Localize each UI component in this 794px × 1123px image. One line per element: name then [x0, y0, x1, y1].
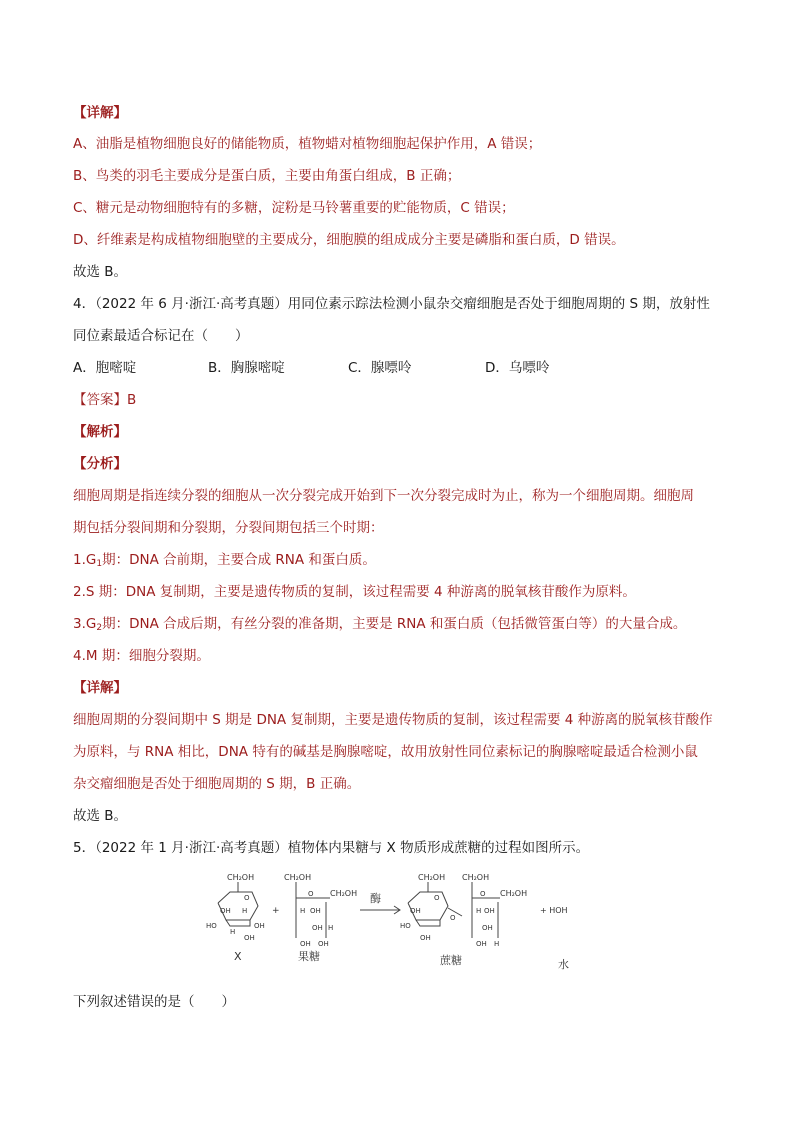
svg-text:OH: OH: [484, 907, 495, 915]
detail-line-d: D、纤维素是构成植物细胞壁的主要成分，细胞膜的组成成分主要是磷脂和蛋白质，D 错误。: [73, 232, 625, 248]
reaction-arrow: [360, 891, 400, 914]
svg-text:OH: OH: [300, 940, 311, 948]
svg-text:OH: OH: [420, 934, 431, 942]
svg-text:H: H: [242, 907, 248, 915]
svg-text:O: O: [244, 894, 250, 902]
svg-text:OH: OH: [318, 940, 329, 948]
svg-text:O: O: [450, 914, 456, 922]
plus-sign: +: [272, 906, 280, 916]
analysis-line-1: 细胞周期是指连续分裂的细胞从一次分裂完成开始到下一次分裂完成时为止，称为一个细胞周期。细胞周: [73, 488, 694, 504]
svg-text:OH: OH: [310, 907, 321, 915]
svg-text:OH: OH: [312, 924, 323, 932]
svg-text:OH: OH: [482, 924, 493, 932]
svg-text:CH₂OH: CH₂OH: [462, 873, 490, 882]
detail-line-a: A、油脂是植物细胞良好的储能物质，植物蜡对植物细胞起保护作用，A 错误；: [73, 136, 542, 152]
question-5-prompt: 下列叙述错误的是（ ）: [73, 994, 235, 1010]
svg-text:OH: OH: [244, 934, 255, 942]
phase-g1: $1.G_1$期：DNA 合前期，主要合成 RNA 和蛋白质。: [73, 552, 376, 569]
svg-text:CH₂OH: CH₂OH: [227, 873, 255, 882]
option-a: A．胞嘧啶: [73, 360, 137, 376]
svg-text:H: H: [230, 928, 236, 936]
svg-text:H: H: [300, 907, 306, 915]
analysis-sub-heading: 【分析】: [73, 456, 127, 472]
phase-s: 2.S 期：DNA 复制期，主要是遗传物质的复制，该过程需要 4 种游离的脱氧核苷酸作为原料。: [73, 584, 636, 600]
option-d: D．乌嘌呤: [485, 360, 550, 376]
svg-text:HO: HO: [400, 922, 411, 930]
phase-g2: $3.G_2$期：DNA 合成后期，有丝分裂的准备期，主要是 RNA 和蛋白质（包括微管蛋白等）的大量合成。: [73, 616, 687, 633]
svg-text:CH₂OH: CH₂OH: [284, 873, 312, 882]
svg-text:OH: OH: [254, 922, 265, 930]
option-b: B．胸腺嘧啶: [208, 360, 285, 376]
phase-m: 4.M 期：细胞分裂期。: [73, 648, 210, 664]
option-c: C．腺嘌呤: [348, 360, 412, 376]
label-x: X: [234, 950, 242, 963]
label-fructose: 果糖: [298, 950, 320, 963]
sucrose-structure: [400, 873, 527, 967]
analysis-line-2: 期包括分裂间期和分裂期，分裂间期包括三个时期：: [73, 520, 384, 536]
question-4-stem-line2: 同位素最适合标记在（ ）: [73, 328, 249, 344]
label-enzyme: 酶: [370, 892, 381, 905]
sucrose-synthesis-diagram: [200, 868, 600, 978]
question-5-stem: 5．（2022 年 1 月·浙江·高考真题）植物体内果糖与 X 物质形成蔗糖的过程如图所示。: [73, 840, 590, 856]
svg-text:OH: OH: [220, 907, 231, 915]
svg-text:CH₂OH: CH₂OH: [500, 889, 528, 898]
svg-text:H: H: [494, 940, 500, 948]
svg-text:CH₂OH: CH₂OH: [330, 889, 358, 898]
detail-line-b: B、鸟类的羽毛主要成分是蛋白质，主要由角蛋白组成，B 正确；: [73, 168, 461, 184]
choice-1: 故选 B。: [73, 264, 128, 280]
label-water: 水: [558, 958, 569, 971]
svg-text:O: O: [434, 894, 440, 902]
svg-text:OH: OH: [410, 907, 421, 915]
svg-text:HO: HO: [206, 922, 217, 930]
detail-2-line-3: 杂交瘤细胞是否处于细胞周期的 S 期，B 正确。: [73, 776, 361, 792]
svg-text:H: H: [328, 924, 334, 932]
detail-heading-2: 【详解】: [73, 680, 127, 696]
fructose-structure: [284, 873, 357, 963]
svg-text:O: O: [480, 890, 486, 898]
water-formula: + HOH: [540, 906, 568, 915]
analysis-heading: 【解析】: [73, 424, 127, 440]
question-4-stem-line1: 4．（2022 年 6 月·浙江·高考真题）用同位素示踪法检测小鼠杂交瘤细胞是否处于细胞周期的 S 期，放射性: [73, 296, 710, 312]
label-sucrose: 蔗糖: [440, 954, 462, 967]
svg-text:CH₂OH: CH₂OH: [418, 873, 446, 882]
glucose-structure: [206, 873, 265, 963]
detail-2-line-1: 细胞周期的分裂间期中 S 期是 DNA 复制期，主要是遗传物质的复制，该过程需要 4 种游离的脱氧核苷酸作: [73, 712, 713, 728]
svg-text:H: H: [476, 907, 482, 915]
detail-2-line-2: 为原料，与 RNA 相比，DNA 特有的碱基是胸腺嘧啶，故用放射性同位素标记的胸腺嘧啶最适合检测小鼠: [73, 744, 698, 760]
svg-text:OH: OH: [476, 940, 487, 948]
detail-heading-1: 【详解】: [73, 105, 127, 121]
answer-4: 【答案】B: [73, 392, 137, 408]
detail-line-c: C、糖元是动物细胞特有的多糖，淀粉是马铃薯重要的贮能物质，C 错误；: [73, 200, 515, 216]
svg-text:O: O: [308, 890, 314, 898]
choice-2: 故选 B。: [73, 808, 128, 824]
